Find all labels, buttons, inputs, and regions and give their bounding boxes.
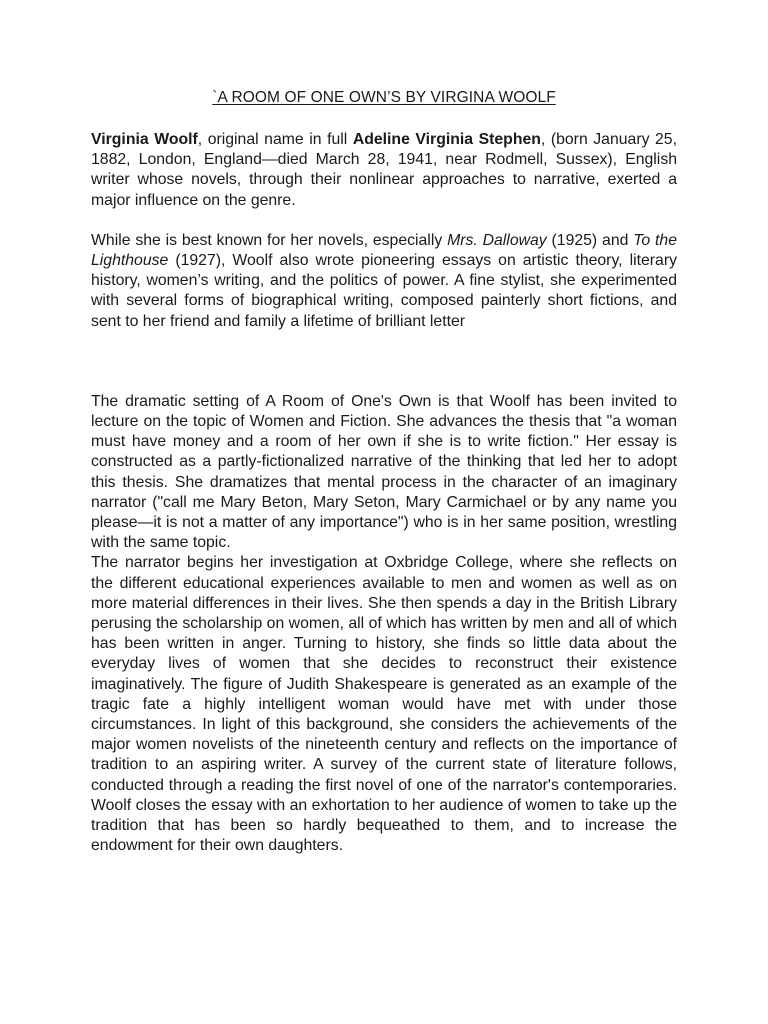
author-full-name: Adeline Virginia Stephen (352, 131, 541, 148)
document-page (91, 88, 677, 857)
work-title-dalloway: Mrs. Dalloway (447, 231, 547, 249)
works-paragraph (91, 231, 677, 332)
intro-text-b: , (born January 25, 1882, London, England—died March 28, 1941, near Rodmell, Sussex), English writer whose novels, through their nonlinear approaches to narrative, exerted a major influence on the genre. (91, 131, 677, 209)
blank-space (91, 332, 677, 392)
document-title: `A ROOM OF ONE OWN’S BY VIRGINA WOOLF (212, 89, 556, 106)
author-name: Virginia Woolf (91, 131, 198, 148)
intro-paragraph (91, 130, 677, 211)
work-title-lighthouse: To the Lighthouse (91, 231, 677, 270)
works-text-b: (1925) and (546, 231, 634, 249)
setting-paragraph: The dramatic setting of A Room of One's Own is that Woolf has been invited to lecture on the topic of Women and Fiction. She advances the thesis that "a woman must have money and a room of her own if she is to write fiction." Her essay is constructed as a partly-fictionalized narrative of the thinking that led her to adopt this thesis. She dramatizes that mental process in the character of an imaginary narrator ("call me Mary Beton, Mary Seton, Mary Carmichael or by any name you please—it is not a matter of any importance") who is in her same position, wrestling with the same topic. (91, 392, 677, 552)
intro-text-a: , original name in full (197, 131, 353, 148)
investigation-paragraph: The narrator begins her investigation at Oxbridge College, where she reflects on the different educational experiences available to men and women as well as on more material differences in their lives. She then spends a day in the British Library perusing the scholarship on women, all of which has written by men and all of which has been written in anger. Turning to history, she finds so little data about the everyday lives of women that she decides to reconstruct their existence imaginatively. The figure of Judith Shakespeare is generated as an example of the tragic fate a highly intelligent woman would have met with under those circumstances. In light of this background, she considers the achievements of the major women novelists of the nineteenth century and reflects on the importance of tradition to an aspiring writer. A survey of the current state of literature follows, conducted through a reading the first novel of one of the narrator's contemporaries. Woolf closes the essay with an exhortation to her audience of women to take up the tradition that has been so hardly bequeathed to them, and to increase the endowment for their own daughters. (91, 554, 677, 855)
works-text-c: (1927), Woolf also wrote pioneering essays on artistic theory, literary history, women’s writing, and the politics of power. A fine stylist, she experimented with several forms of biographical writing, composed painterly short fictions, and sent to her friend and family a lifetime of brilliant letter (91, 252, 677, 330)
works-text-a: While she is best known for her novels, especially (91, 231, 448, 249)
